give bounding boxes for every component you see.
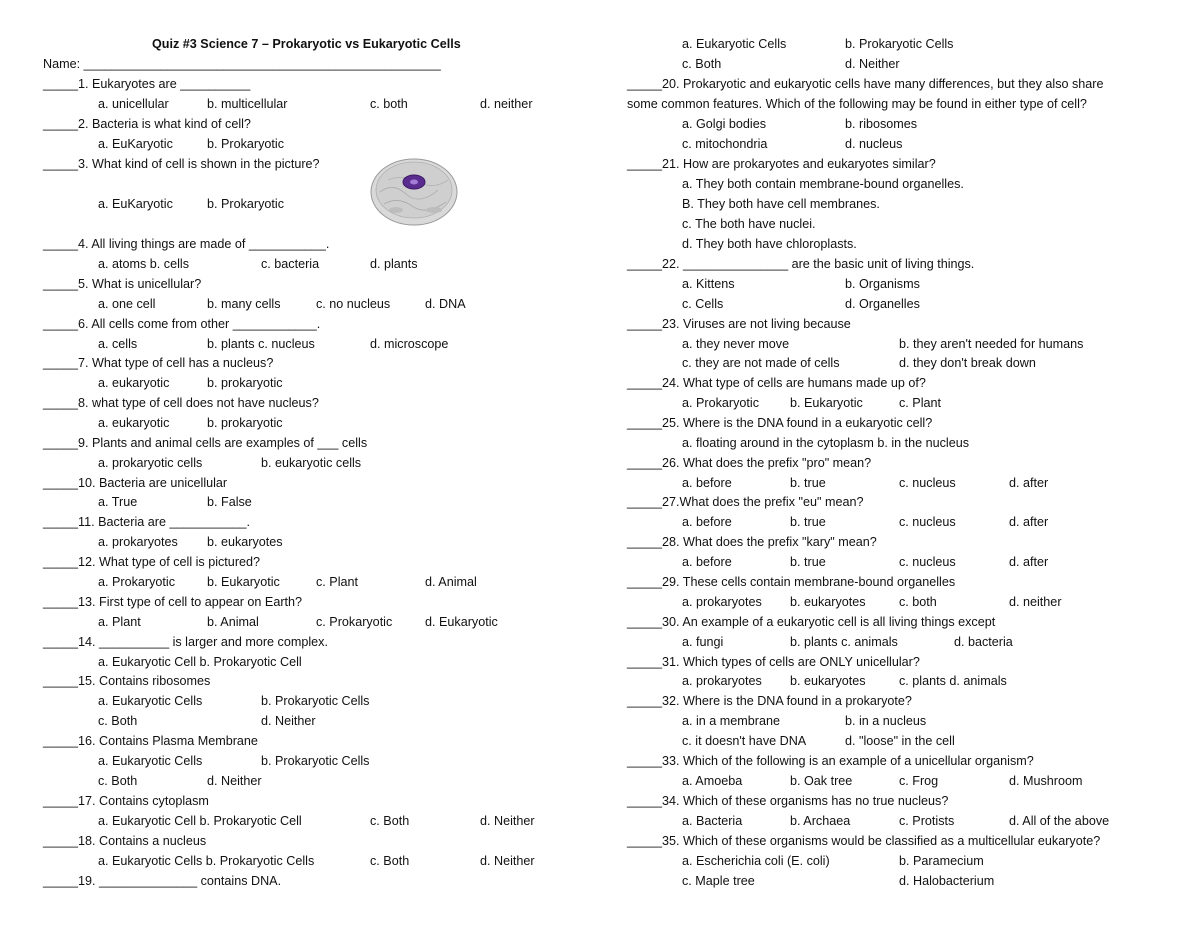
q20-option-d[interactable]: d. nucleus bbox=[845, 137, 903, 151]
q34-option-c[interactable]: c. Protists bbox=[899, 814, 955, 828]
q16-option-b[interactable]: b. Prokaryotic Cells bbox=[261, 754, 370, 768]
q15-option-a[interactable]: a. Eukaryotic Cells bbox=[98, 694, 203, 708]
q27-option-c[interactable]: c. nucleus bbox=[899, 515, 956, 529]
q31-option-a[interactable]: a. prokaryotes bbox=[682, 674, 762, 688]
q29-option-d[interactable]: d. neither bbox=[1009, 595, 1062, 609]
q35-option-a[interactable]: a. Escherichia coli (E. coli) bbox=[682, 854, 830, 868]
question-29: _____29. These cells contain membrane-bound organelles bbox=[627, 575, 956, 589]
q6-option-a[interactable]: a. cells bbox=[98, 337, 138, 351]
q18-option-d[interactable]: d. Neither bbox=[480, 854, 535, 868]
q32-option-d[interactable]: d. "loose" in the cell bbox=[845, 734, 955, 748]
q5-option-b[interactable]: b. many cells bbox=[207, 297, 281, 311]
question-5: _____5. What is unicellular? bbox=[43, 277, 202, 291]
question-13: _____13. First type of cell to appear on Earth? bbox=[43, 595, 303, 609]
q3-option-b[interactable]: b. Prokaryotic bbox=[207, 197, 284, 211]
q34-option-a[interactable]: a. Bacteria bbox=[682, 814, 743, 828]
q27-option-b[interactable]: b. true bbox=[790, 515, 826, 529]
q21-option-d[interactable]: d. They both have chloroplasts. bbox=[682, 237, 857, 251]
question-25: _____25. Where is the DNA found in a eukaryotic cell? bbox=[627, 416, 933, 430]
q1-option-d[interactable]: d. neither bbox=[480, 97, 533, 111]
q17-option-ab[interactable]: a. Eukaryotic Cell b. Prokaryotic Cell bbox=[98, 814, 302, 828]
q33-option-b[interactable]: b. Oak tree bbox=[790, 774, 853, 788]
q22-option-b[interactable]: b. Organisms bbox=[845, 277, 920, 291]
q19-option-b[interactable]: b. Prokaryotic Cells bbox=[845, 37, 954, 51]
q2-option-b[interactable]: b. Prokaryotic bbox=[207, 137, 284, 151]
q22-option-a[interactable]: a. Kittens bbox=[682, 277, 735, 291]
q33-option-c[interactable]: c. Frog bbox=[899, 774, 939, 788]
quiz-title: Quiz #3 Science 7 – Prokaryotic vs Eukaryotic Cells bbox=[152, 37, 461, 51]
q22-option-c[interactable]: c. Cells bbox=[682, 297, 724, 311]
q27-option-d[interactable]: d. after bbox=[1009, 515, 1049, 529]
question-32: _____32. Where is the DNA found in a prokaryote? bbox=[627, 694, 912, 708]
q28-option-c[interactable]: c. nucleus bbox=[899, 555, 956, 569]
q2-option-a[interactable]: a. EuKaryotic bbox=[98, 137, 173, 151]
q17-option-d[interactable]: d. Neither bbox=[480, 814, 535, 828]
question-21: _____21. How are prokaryotes and eukaryotes similar? bbox=[627, 157, 936, 171]
q30-option-bc[interactable]: b. plants c. animals bbox=[790, 635, 898, 649]
q15-option-d[interactable]: d. Neither bbox=[261, 714, 316, 728]
question-35: _____35. Which of these organisms would be classified as a multicellular eukaryote? bbox=[627, 834, 1101, 848]
q34-option-d[interactable]: d. All of the above bbox=[1009, 814, 1110, 828]
question-11: _____11. Bacteria are ___________. bbox=[43, 515, 251, 529]
question-23: _____23. Viruses are not living because bbox=[627, 317, 851, 331]
q19-option-d[interactable]: d. Neither bbox=[845, 57, 900, 71]
question-2: _____2. Bacteria is what kind of cell? bbox=[43, 117, 251, 131]
q27-option-a[interactable]: a. before bbox=[682, 515, 732, 529]
question-12: _____12. What type of cell is pictured? bbox=[43, 555, 261, 569]
q32-option-a[interactable]: a. in a membrane bbox=[682, 714, 781, 728]
question-9: _____9. Plants and animal cells are examples of ___ cells bbox=[43, 436, 368, 450]
name-field[interactable]: Name: ___________________________________________________ bbox=[43, 57, 441, 71]
q7-option-b[interactable]: b. prokaryotic bbox=[207, 376, 283, 390]
q30-option-d[interactable]: d. bacteria bbox=[954, 635, 1013, 649]
question-6: _____6. All cells come from other ____________. bbox=[43, 317, 321, 331]
q13-option-b[interactable]: b. Animal bbox=[207, 615, 259, 629]
q6-option-d[interactable]: d. microscope bbox=[370, 337, 449, 351]
question-19: _____19. ______________ contains DNA. bbox=[43, 874, 282, 888]
question-26: _____26. What does the prefix "pro" mean? bbox=[627, 456, 872, 470]
q26-option-b[interactable]: b. true bbox=[790, 476, 826, 490]
q28-option-d[interactable]: d. after bbox=[1009, 555, 1049, 569]
q1-option-b[interactable]: b. multicellular bbox=[207, 97, 288, 111]
question-27: _____27.What does the prefix "eu" mean? bbox=[627, 495, 864, 509]
q23-option-b[interactable]: b. they aren't needed for humans bbox=[899, 337, 1084, 351]
q11-option-b[interactable]: b. eukaryotes bbox=[207, 535, 283, 549]
question-20: _____20. Prokaryotic and eukaryotic cells have many differences, but they also share bbox=[627, 77, 1104, 91]
q20-option-c[interactable]: c. mitochondria bbox=[682, 137, 768, 151]
q4-option-c[interactable]: c. bacteria bbox=[261, 257, 320, 271]
q20-option-a[interactable]: a. Golgi bodies bbox=[682, 117, 767, 131]
q24-option-b[interactable]: b. Eukaryotic bbox=[790, 396, 863, 410]
q8-option-b[interactable]: b. prokaryotic bbox=[207, 416, 283, 430]
q13-option-a[interactable]: a. Plant bbox=[98, 615, 141, 629]
question-30: _____30. An example of a eukaryotic cell is all living things except bbox=[627, 615, 996, 629]
q19-option-a[interactable]: a. Eukaryotic Cells bbox=[682, 37, 787, 51]
q25-options[interactable]: a. floating around in the cytoplasm b. in the nucleus bbox=[682, 436, 970, 450]
q30-option-a[interactable]: a. fungi bbox=[682, 635, 724, 649]
q15-option-b[interactable]: b. Prokaryotic Cells bbox=[261, 694, 370, 708]
question-1: _____1. Eukaryotes are __________ bbox=[43, 77, 251, 91]
question-3: _____3. What kind of cell is shown in the picture? bbox=[43, 157, 320, 171]
q23-option-a[interactable]: a. they never move bbox=[682, 337, 790, 351]
question-18: _____18. Contains a nucleus bbox=[43, 834, 207, 848]
question-20-cont: some common features. Which of the following may be found in either type of cell? bbox=[627, 97, 1087, 111]
q4-option-d[interactable]: d. plants bbox=[370, 257, 418, 271]
q16-option-a[interactable]: a. Eukaryotic Cells bbox=[98, 754, 203, 768]
question-8: _____8. what type of cell does not have nucleus? bbox=[43, 396, 319, 410]
q21-option-a[interactable]: a. They both contain membrane-bound organelles. bbox=[682, 177, 964, 191]
q22-option-d[interactable]: d. Organelles bbox=[845, 297, 920, 311]
q12-option-b[interactable]: b. Eukaryotic bbox=[207, 575, 280, 589]
q13-option-d[interactable]: d. Eukaryotic bbox=[425, 615, 498, 629]
q6-option-bc[interactable]: b. plants c. nucleus bbox=[207, 337, 315, 351]
q28-option-a[interactable]: a. before bbox=[682, 555, 732, 569]
question-15: _____15. Contains ribosomes bbox=[43, 674, 211, 688]
q10-option-b[interactable]: b. False bbox=[207, 495, 252, 509]
question-14: _____14. __________ is larger and more complex. bbox=[43, 635, 328, 649]
question-16: _____16. Contains Plasma Membrane bbox=[43, 734, 258, 748]
q3-option-a[interactable]: a. EuKaryotic bbox=[98, 197, 173, 211]
q12-option-a[interactable]: a. Prokaryotic bbox=[98, 575, 175, 589]
question-22: _____22. _______________ are the basic unit of living things. bbox=[627, 257, 975, 271]
q32-option-c[interactable]: c. it doesn't have DNA bbox=[682, 734, 807, 748]
question-17: _____17. Contains cytoplasm bbox=[43, 794, 209, 808]
q23-option-c[interactable]: c. they are not made of cells bbox=[682, 356, 840, 370]
q19-option-c[interactable]: c. Both bbox=[682, 57, 722, 71]
q28-option-b[interactable]: b. true bbox=[790, 555, 826, 569]
question-34: _____34. Which of these organisms has no true nucleus? bbox=[627, 794, 949, 808]
q12-option-c[interactable]: c. Plant bbox=[316, 575, 358, 589]
q1-option-a[interactable]: a. unicellular bbox=[98, 97, 169, 111]
q9-option-a[interactable]: a. prokaryotic cells bbox=[98, 456, 203, 470]
q31-option-cd[interactable]: c. plants d. animals bbox=[899, 674, 1007, 688]
q35-option-c[interactable]: c. Maple tree bbox=[682, 874, 755, 888]
q13-option-c[interactable]: c. Prokaryotic bbox=[316, 615, 393, 629]
q9-option-b[interactable]: b. eukaryotic cells bbox=[261, 456, 362, 470]
q21-option-b[interactable]: B. They both have cell membranes. bbox=[682, 197, 880, 211]
q24-option-c[interactable]: c. Plant bbox=[899, 396, 941, 410]
eukaryotic-cell-illustration bbox=[368, 152, 460, 228]
q29-option-b[interactable]: b. eukaryotes bbox=[790, 595, 866, 609]
question-33: _____33. Which of the following is an example of a unicellular organism? bbox=[627, 754, 1034, 768]
q7-option-a[interactable]: a. eukaryotic bbox=[98, 376, 170, 390]
q1-option-c[interactable]: c. both bbox=[370, 97, 408, 111]
q29-option-a[interactable]: a. prokaryotes bbox=[682, 595, 762, 609]
q14-options[interactable]: a. Eukaryotic Cell b. Prokaryotic Cell bbox=[98, 655, 302, 669]
q33-option-a[interactable]: a. Amoeba bbox=[682, 774, 743, 788]
question-10: _____10. Bacteria are unicellular bbox=[43, 476, 228, 490]
q23-option-d[interactable]: d. they don't break down bbox=[899, 356, 1036, 370]
q5-option-c[interactable]: c. no nucleus bbox=[316, 297, 391, 311]
q26-option-c[interactable]: c. nucleus bbox=[899, 476, 956, 490]
q17-option-c[interactable]: c. Both bbox=[370, 814, 410, 828]
q15-option-c[interactable]: c. Both bbox=[98, 714, 138, 728]
q33-option-d[interactable]: d. Mushroom bbox=[1009, 774, 1083, 788]
q24-option-a[interactable]: a. Prokaryotic bbox=[682, 396, 759, 410]
question-4: _____4. All living things are made of ___________. bbox=[43, 237, 330, 251]
q32-option-b[interactable]: b. in a nucleus bbox=[845, 714, 927, 728]
q21-option-c[interactable]: c. The both have nuclei. bbox=[682, 217, 816, 231]
q35-option-b[interactable]: b. Paramecium bbox=[899, 854, 984, 868]
q12-option-d[interactable]: d. Animal bbox=[425, 575, 477, 589]
q10-option-a[interactable]: a. True bbox=[98, 495, 138, 509]
q16-option-d[interactable]: d. Neither bbox=[207, 774, 262, 788]
q16-option-c[interactable]: c. Both bbox=[98, 774, 138, 788]
q18-option-c[interactable]: c. Both bbox=[370, 854, 410, 868]
q8-option-a[interactable]: a. eukaryotic bbox=[98, 416, 170, 430]
q11-option-a[interactable]: a. prokaryotes bbox=[98, 535, 178, 549]
q34-option-b[interactable]: b. Archaea bbox=[790, 814, 851, 828]
q4-option-ab[interactable]: a. atoms b. cells bbox=[98, 257, 189, 271]
question-7: _____7. What type of cell has a nucleus? bbox=[43, 356, 274, 370]
q18-option-ab[interactable]: a. Eukaryotic Cells b. Prokaryotic Cells bbox=[98, 854, 315, 868]
q26-option-a[interactable]: a. before bbox=[682, 476, 732, 490]
q26-option-d[interactable]: d. after bbox=[1009, 476, 1049, 490]
question-28: _____28. What does the prefix "kary" mean? bbox=[627, 535, 877, 549]
q35-option-d[interactable]: d. Halobacterium bbox=[899, 874, 995, 888]
q20-option-b[interactable]: b. ribosomes bbox=[845, 117, 918, 131]
question-31: _____31. Which types of cells are ONLY unicellular? bbox=[627, 655, 920, 669]
q31-option-b[interactable]: b. eukaryotes bbox=[790, 674, 866, 688]
q5-option-a[interactable]: a. one cell bbox=[98, 297, 156, 311]
question-24: _____24. What type of cells are humans made up of? bbox=[627, 376, 926, 390]
q5-option-d[interactable]: d. DNA bbox=[425, 297, 466, 311]
q29-option-c[interactable]: c. both bbox=[899, 595, 937, 609]
